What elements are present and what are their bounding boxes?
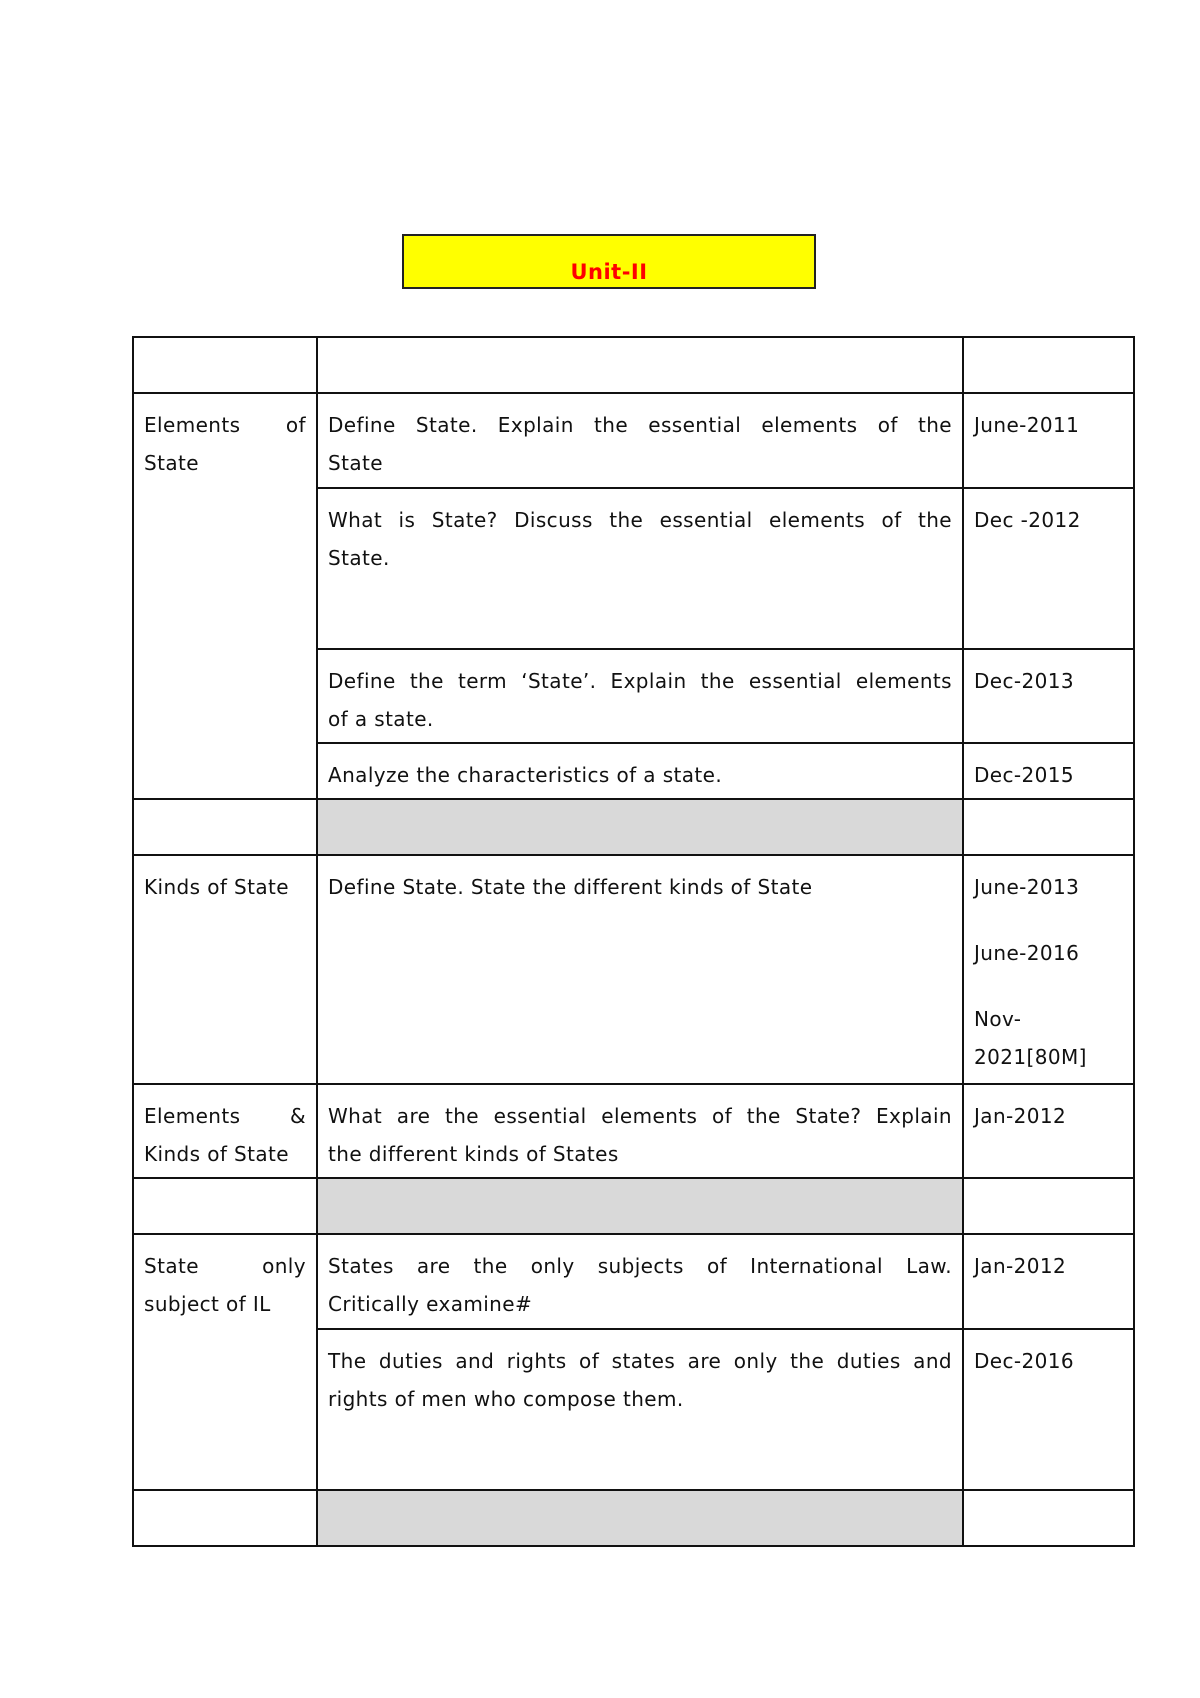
date-cell <box>963 1084 1134 1178</box>
topic-cell <box>133 1234 317 1490</box>
date-text: Dec-2013 <box>974 669 1075 693</box>
date-cell <box>963 488 1134 649</box>
date-cell <box>963 1234 1134 1329</box>
question-cell <box>317 1234 963 1329</box>
date-cell <box>963 1329 1134 1490</box>
question-cell <box>317 1084 963 1178</box>
table-row <box>133 1234 1134 1329</box>
date-text: 2021[80M] <box>974 1045 1087 1069</box>
question-line: the different kinds of States <box>328 1142 619 1166</box>
question-line: of a state. <box>328 707 434 731</box>
question-line: The duties and rights of states are only the duties and <box>328 1349 952 1373</box>
separator-row <box>133 1490 1134 1546</box>
date-text: Dec-2015 <box>974 763 1075 787</box>
topic-line: State only <box>144 1254 306 1278</box>
date-text: June-2011 <box>974 413 1080 437</box>
separator-cell <box>133 799 317 855</box>
question-line: Define State. State the different kinds of State <box>328 875 813 899</box>
separator-cell-shaded <box>317 1490 963 1546</box>
date-text: Jan-2012 <box>974 1254 1067 1278</box>
topic-line: Kinds of State <box>144 1142 289 1166</box>
separator-cell <box>963 799 1134 855</box>
date-cell <box>963 743 1134 799</box>
header-cell-question <box>317 337 963 393</box>
unit-title: Unit-II <box>570 259 648 284</box>
separator-row <box>133 799 1134 855</box>
separator-cell <box>963 1178 1134 1234</box>
topic-line: subject of IL <box>144 1292 271 1316</box>
header-cell-topic <box>133 337 317 393</box>
date-text: June-2013 <box>974 875 1080 899</box>
date-cell <box>963 649 1134 743</box>
topic-line: Elements of <box>144 413 306 437</box>
separator-cell-shaded <box>317 799 963 855</box>
question-line: Define the term ‘State’. Explain the essential elements <box>328 669 952 693</box>
question-line: Critically examine# <box>328 1292 533 1316</box>
date-text: Nov- <box>974 1007 1022 1031</box>
table-row <box>133 393 1134 488</box>
question-line: States are the only subjects of International Law. <box>328 1254 952 1278</box>
question-cell <box>317 743 963 799</box>
question-cell <box>317 1329 963 1490</box>
questions-table <box>132 336 1135 1547</box>
question-cell <box>317 649 963 743</box>
date-text: June-2016 <box>974 941 1080 965</box>
question-cell <box>317 393 963 488</box>
separator-cell <box>133 1490 317 1546</box>
separator-cell <box>963 1490 1134 1546</box>
question-line: State. <box>328 546 390 570</box>
question-cell <box>317 855 963 1084</box>
separator-row <box>133 1178 1134 1234</box>
question-line: rights of men who compose them. <box>328 1387 684 1411</box>
date-cell <box>963 393 1134 488</box>
date-text: Dec -2012 <box>974 508 1081 532</box>
table-row <box>133 1084 1134 1178</box>
table-header-row <box>133 337 1134 393</box>
question-line: What is State? Discuss the essential elements of the <box>328 508 952 532</box>
topic-line: State <box>144 451 199 475</box>
topic-cell <box>133 393 317 799</box>
table-row <box>133 855 1134 1084</box>
topic-line: Kinds of State <box>144 875 289 899</box>
question-cell <box>317 488 963 649</box>
unit-title-box <box>402 234 816 289</box>
question-line: Analyze the characteristics of a state. <box>328 763 723 787</box>
topic-cell <box>133 855 317 1084</box>
date-cell <box>963 855 1134 1084</box>
question-line: Define State. Explain the essential elements of the <box>328 413 952 437</box>
separator-cell-shaded <box>317 1178 963 1234</box>
date-text: Dec-2016 <box>974 1349 1075 1373</box>
separator-cell <box>133 1178 317 1234</box>
date-text: Jan-2012 <box>974 1104 1067 1128</box>
topic-cell <box>133 1084 317 1178</box>
header-cell-date <box>963 337 1134 393</box>
question-line: What are the essential elements of the State? Explain <box>328 1104 952 1128</box>
topic-line: Elements & <box>144 1104 306 1128</box>
question-line: State <box>328 451 383 475</box>
